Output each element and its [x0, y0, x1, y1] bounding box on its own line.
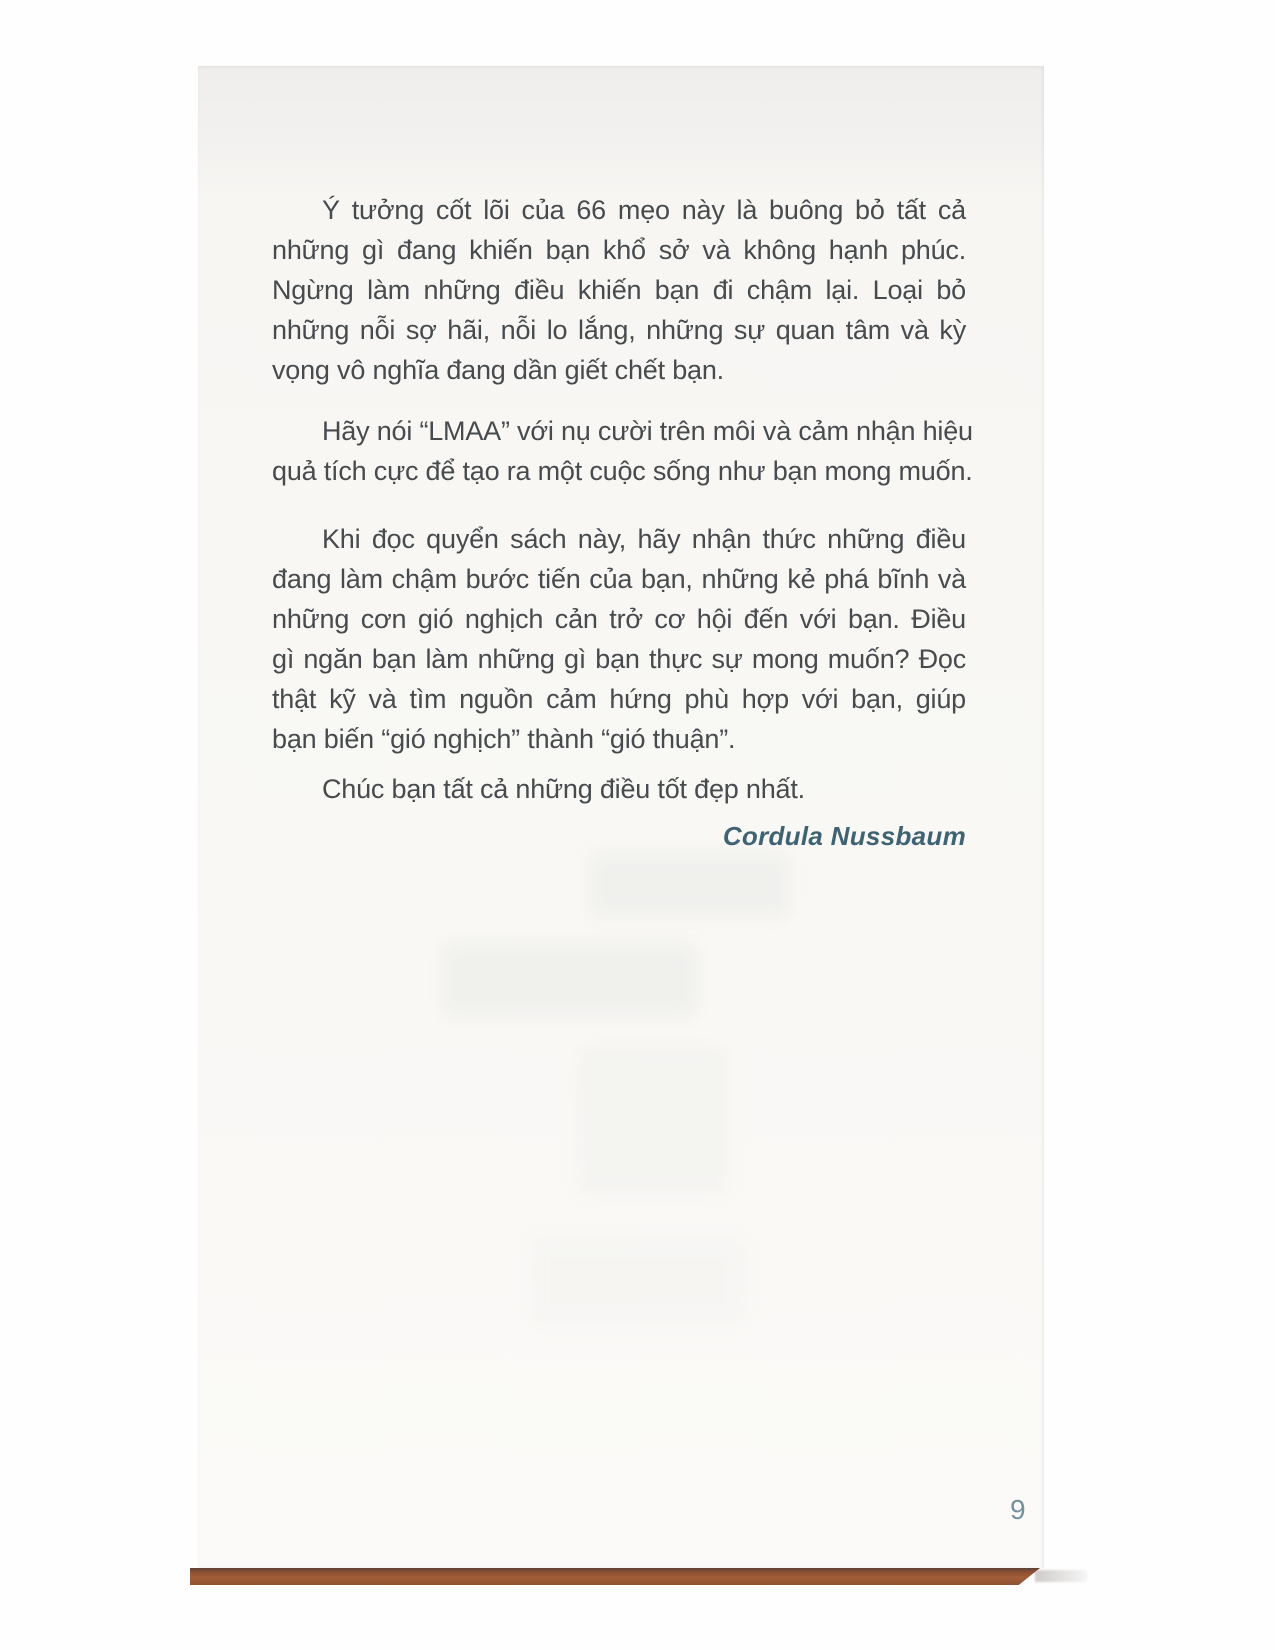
reverse-side-bleed-through	[528, 1236, 748, 1326]
text-line: những cơn gió nghịch cản trở cơ hội đến với bạn. Điều	[272, 604, 966, 634]
text-line: những gì đang khiến bạn khổ sở và không hạnh phúc.	[272, 235, 966, 265]
reverse-side-bleed-through	[590, 852, 790, 918]
text-line: bạn biến “gió nghịch” thành “gió thuận”.	[272, 724, 736, 754]
page-number: 9	[1010, 1494, 1026, 1525]
text-line: những nỗi sợ hãi, nỗi lo lắng, những sự quan tâm và kỳ	[272, 315, 966, 345]
book-edge-shadow	[1035, 1570, 1087, 1582]
reverse-side-bleed-through	[578, 1046, 728, 1196]
author-signature: Cordula Nussbaum	[722, 821, 966, 851]
text-line: vọng vô nghĩa đang dần giết chết bạn.	[272, 355, 724, 385]
text-line: gì ngăn bạn làm những gì bạn thực sự mong muốn? Đọc	[272, 644, 966, 674]
text-line: thật kỹ và tìm nguồn cảm hứng phù hợp với bạn, giúp	[272, 684, 966, 714]
paragraph-3	[272, 519, 966, 759]
book-edge-strip	[190, 1568, 1040, 1585]
paragraph-closing-wish	[272, 769, 966, 809]
text-line: quả tích cực để tạo ra một cuộc sống như bạn mong muốn.	[272, 456, 973, 486]
text-line: Ngừng làm những điều khiến bạn đi chậm lại. Loại bỏ	[272, 275, 966, 305]
paragraph-2	[272, 411, 973, 491]
paragraph-1	[272, 190, 966, 390]
page-text-block	[272, 190, 973, 856]
book-page	[198, 66, 1044, 1568]
text-line: Khi đọc quyển sách này, hãy nhận thức những điều	[322, 524, 966, 554]
text-line: Ý tưởng cốt lõi của 66 mẹo này là buông bỏ tất cả	[322, 195, 966, 225]
text-line: đang làm chậm bước tiến của bạn, những kẻ phá bĩnh và	[272, 564, 966, 594]
text-line: Chúc bạn tất cả những điều tốt đẹp nhất.	[322, 774, 805, 804]
reverse-side-bleed-through	[442, 942, 698, 1018]
text-line: Hãy nói “LMAA” với nụ cười trên môi và cảm nhận hiệu	[322, 416, 973, 446]
